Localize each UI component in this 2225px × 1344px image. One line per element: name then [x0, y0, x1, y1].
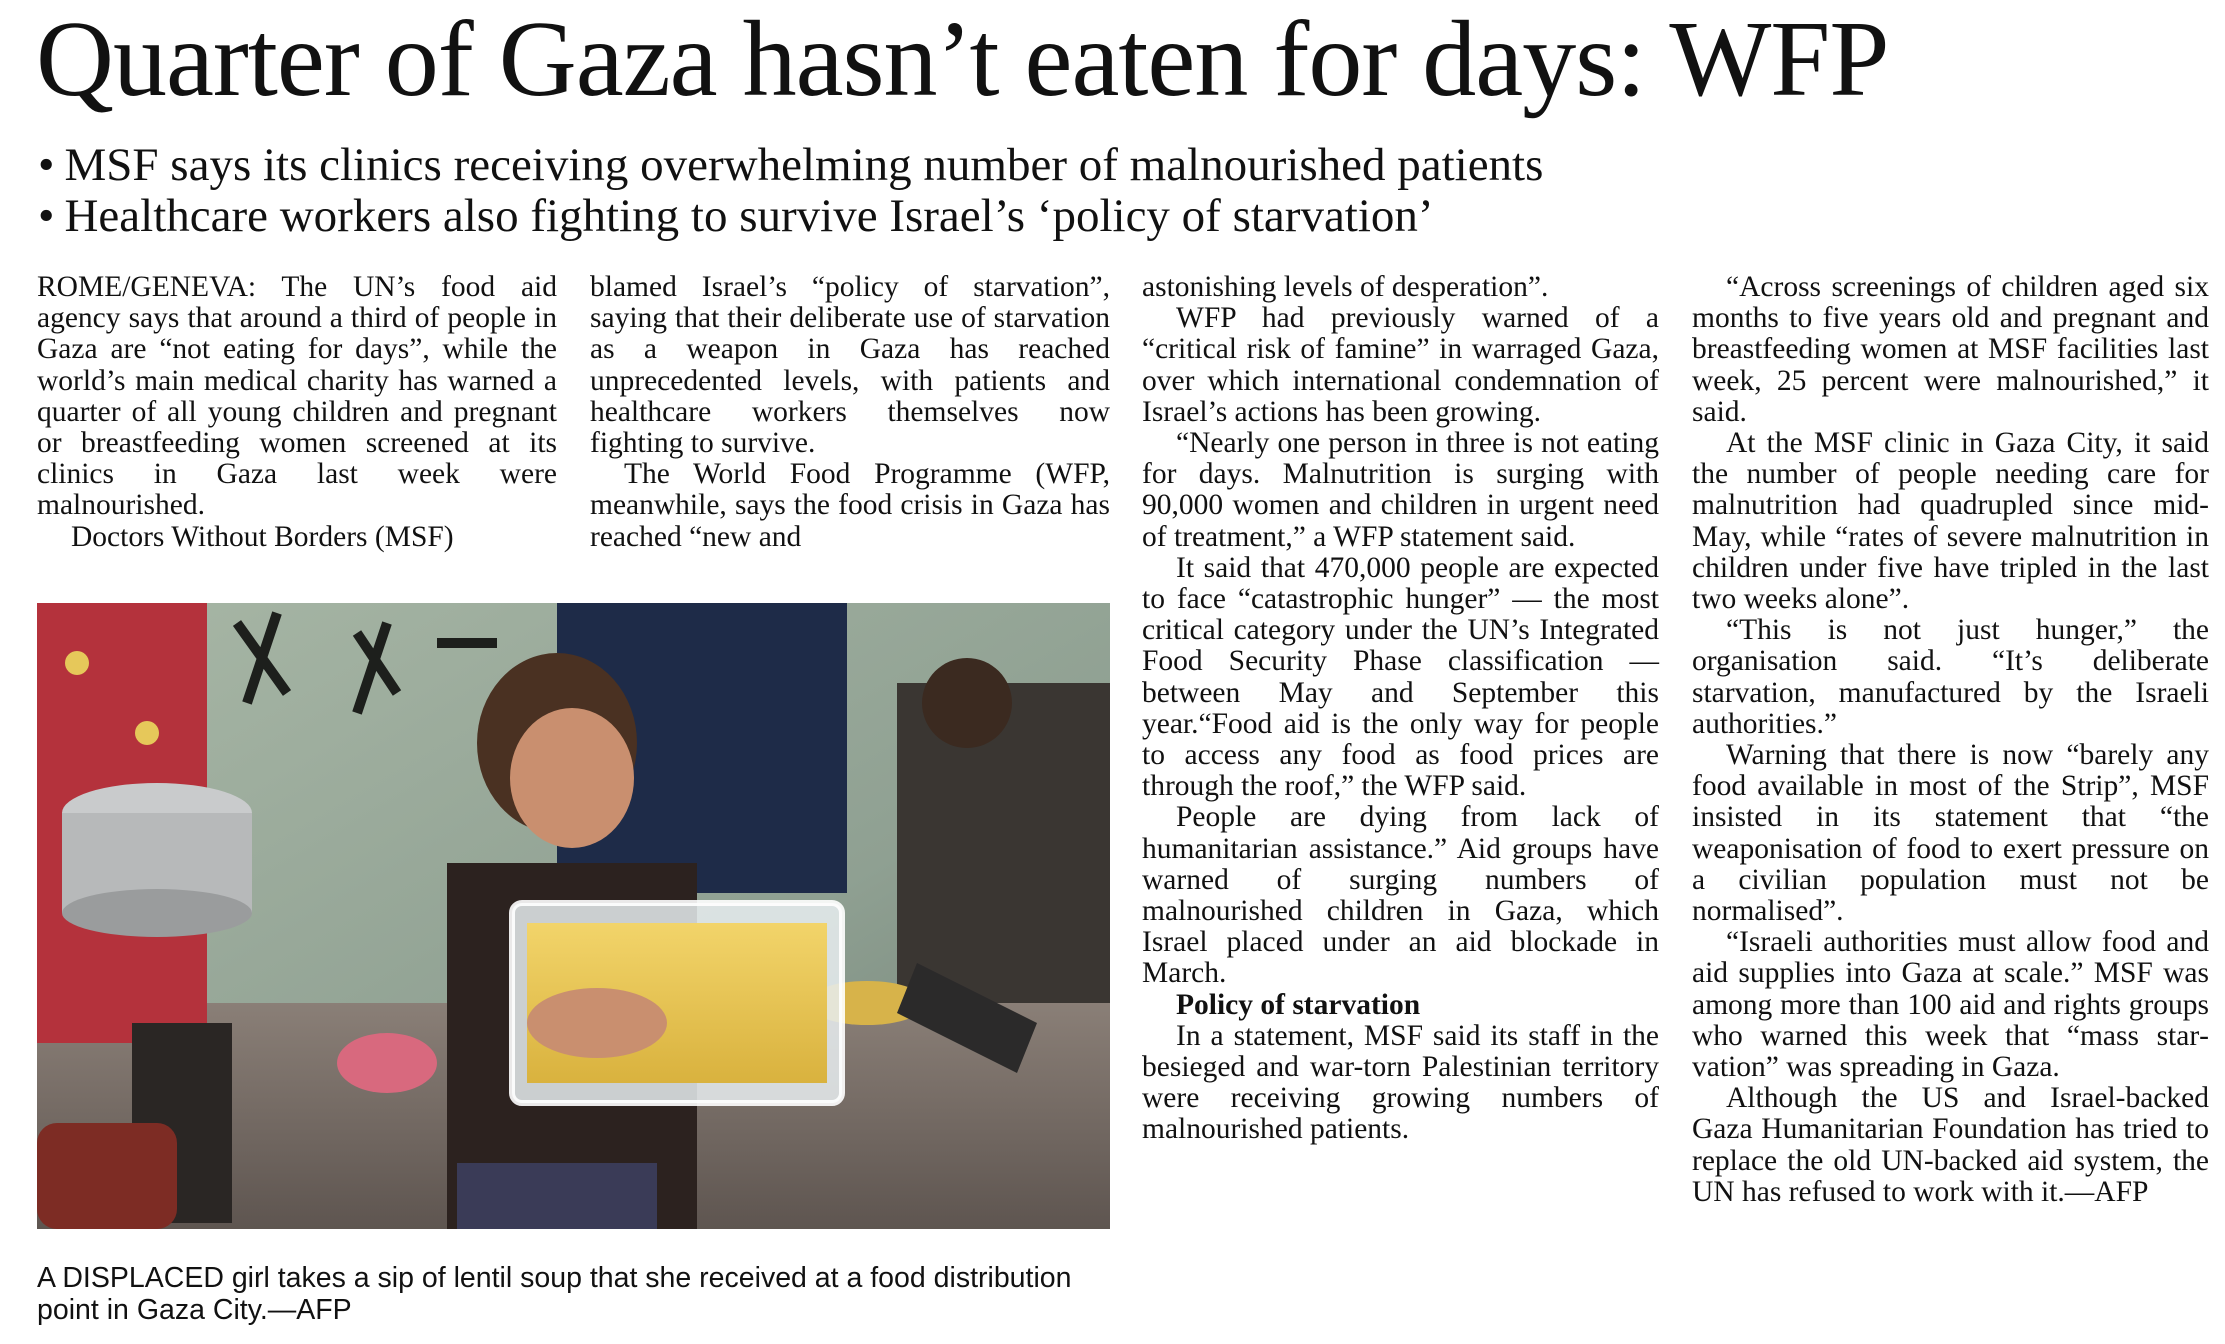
section-subhead: Policy of starvation — [1176, 988, 1421, 1021]
article-paragraph: blamed Israel’s “policy of starvation”, saying that their deliberate use of starvation as a weapon in Gaza has reached unprecedented levels, with patients and healthcare workers themselves now fighting to survive. — [590, 271, 1110, 460]
news-photo — [37, 603, 1110, 1229]
article-paragraph: Although the US and Israel-backed Gaza Humanitarian Foundation has tried to replace the old UN-backed aid system, the UN has refused to work with it.—AFP — [1692, 1082, 2209, 1208]
article-paragraph: “Israeli authorities must allow food and aid supplies into Gaza at scale.” MSF was among more than 100 aid and rights groups who warned this week that “mass starvation” was spreading in Gaza. — [1692, 926, 2209, 1084]
article-paragraph: astonishing levels of desperation”. — [1142, 271, 1549, 303]
article-paragraph: Warning that there is now “barely any food available in most of the Strip”, MSF insisted in its statement that “the weaponisation of food to exert pressure on a civilian population must not be normalised”. — [1692, 739, 2209, 928]
article-column-2 — [590, 272, 1110, 553]
article-paragraph: It said that 470,000 people are expected to face “catastrophic hunger” — the most critical category under the UN’s Integrated Food Security Phase classification — between May and September this year.“Food aid is the only way for people to access any food as food prices are through the roof,” the WFP said. — [1142, 551, 1659, 803]
article-paragraph: WFP had previously warned of a “critical risk of famine” in warraged Gaza, over which international condemnation of Israel’s actions has been growing. — [1142, 302, 1659, 428]
article-column-1 — [37, 272, 557, 553]
bullet-glyph: • — [38, 139, 55, 191]
bullet-glyph: • — [38, 190, 55, 242]
article-paragraph: “Nearly one person in three is not eating for days. Malnutrition is surging with 90,000 women and children in urgent need of treatment,” a WFP statement said. — [1142, 427, 1659, 553]
article-paragraph: In a statement, MSF said its staff in the besieged and war-torn Palestinian territory were receiving growing numbers of malnourished patients. — [1142, 1019, 1659, 1146]
deck-text: Healthcare workers also fighting to survive Israel’s ‘policy of starvation’ — [64, 190, 1434, 242]
article-paragraph: “Across screenings of children aged six months to five years old and pregnant and breastfeeding women at MSF facilities last week, 25 percent were malnourished,” it said. — [1692, 271, 2209, 428]
article-column-4 — [1692, 272, 2209, 1208]
photo-illustration — [37, 603, 1110, 1229]
deck-item — [38, 191, 1543, 242]
article-paragraph: People are dying from lack of humanitarian assistance.” Aid groups have warned of surging numbers of malnourished children in Gaza, which Israel placed under an aid blockade in March. — [1142, 801, 1659, 990]
article-paragraph: At the MSF clinic in Gaza City, it said the number of people needing care for malnutrition had quadrupled since mid-May, while “rates of severe malnutrition in children under five have tripled in the last two weeks alone”. — [1692, 427, 2209, 616]
photo-caption: A DISPLACED girl takes a sip of lentil soup that she received at a food distribution point in Gaza City.—AFP — [37, 1262, 1072, 1326]
headline: Quarter of Gaza hasn’t eaten for days: WFP — [36, 0, 1889, 119]
deck-list — [38, 140, 1543, 242]
deck-item — [38, 140, 1543, 191]
article-column-3 — [1142, 272, 1659, 1146]
article-paragraph: “This is not just hunger,” the organisation said. “It’s deliberate starvation, manufactured by the Israeli authorities.” — [1692, 614, 2209, 740]
article-paragraph: The World Food Programme (WFP, meanwhile, says the food crisis in Gaza has reached “new and — [590, 458, 1110, 553]
article-paragraph: ROME/GENEVA: The UN’s food aid agency says that around a third of people in Gaza are “not eating for days”, while the world’s main medical charity has warned a quarter of all young children and pregnant or breastfeeding women screened at its clinics in Gaza last week were malnourished. — [37, 271, 557, 522]
article-paragraph: Doctors Without Borders (MSF) — [71, 520, 454, 553]
deck-text: MSF says its clinics receiving overwhelming number of malnourished patients — [64, 139, 1544, 191]
